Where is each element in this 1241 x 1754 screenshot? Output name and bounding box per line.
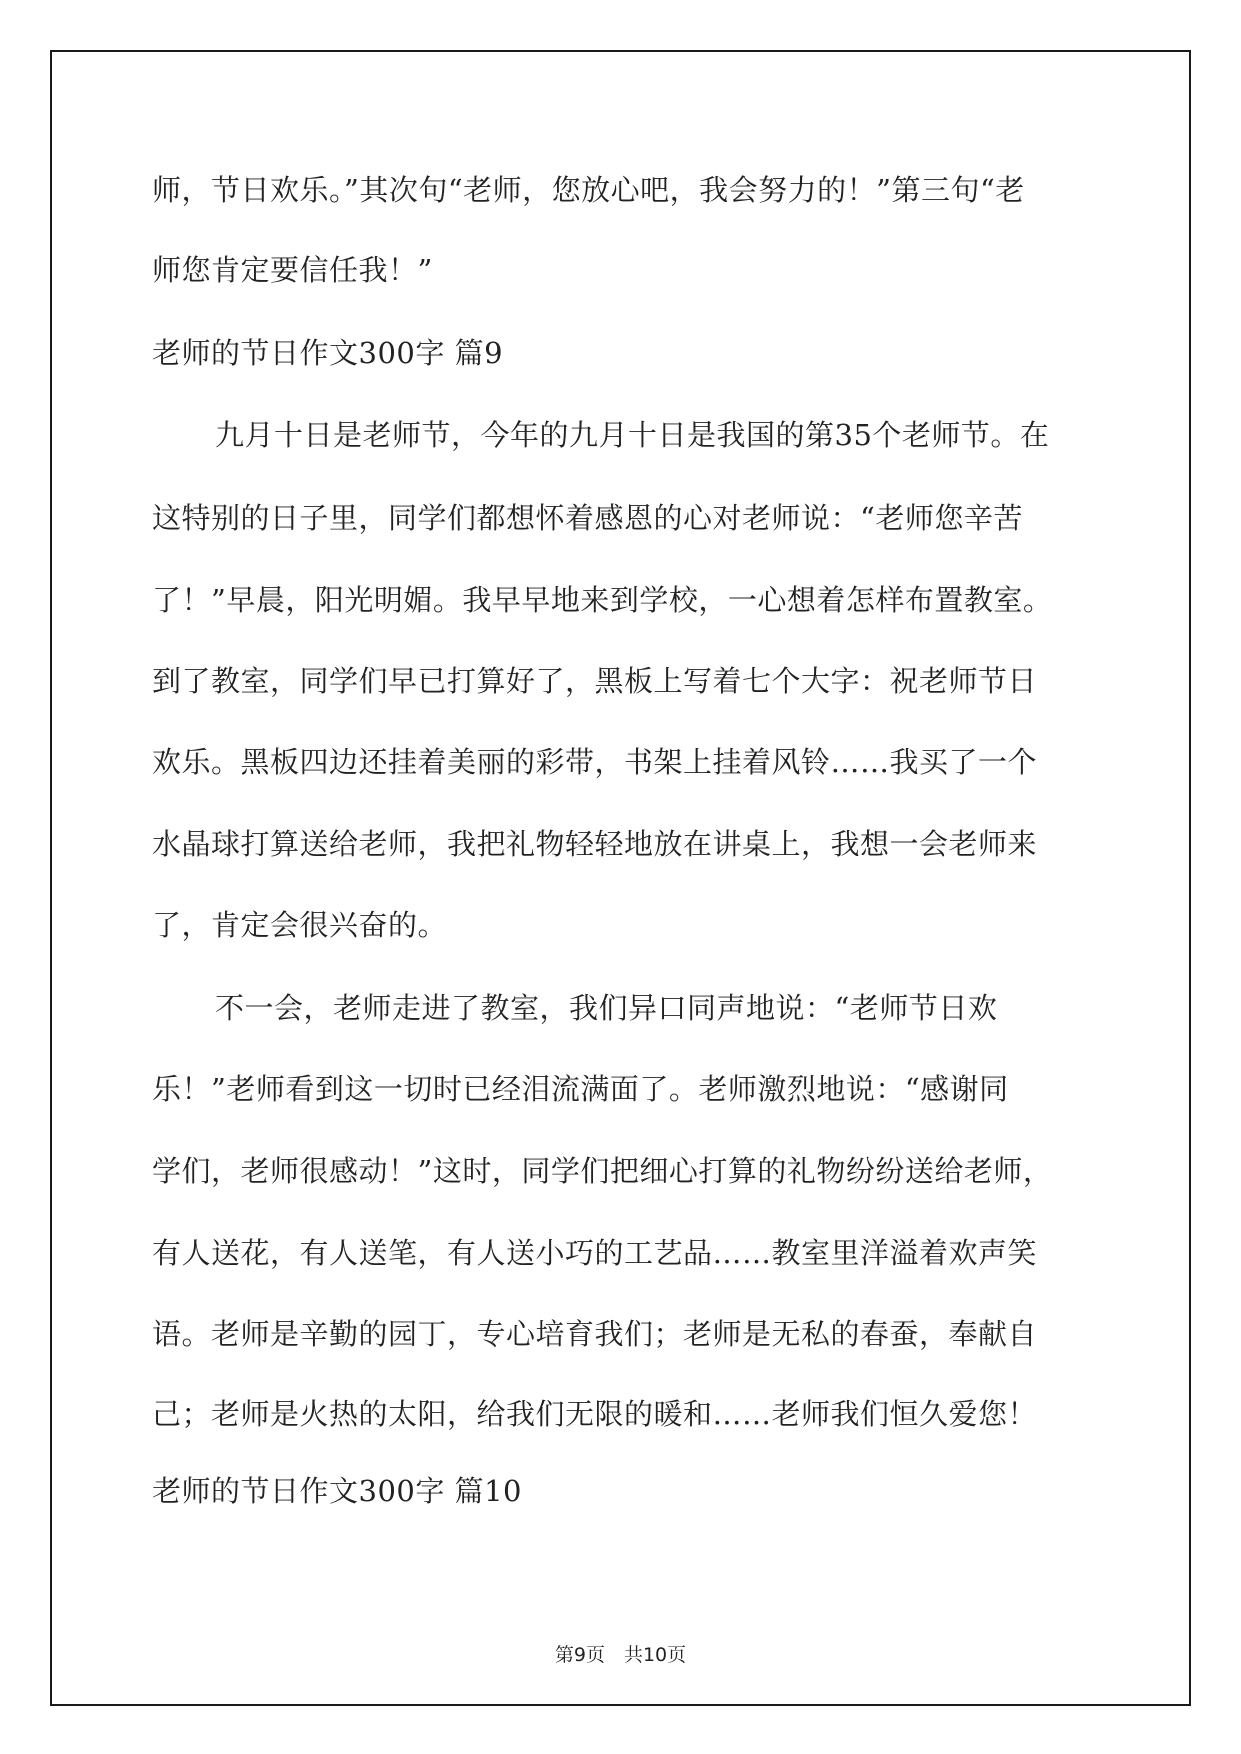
section-heading-10: 老师的节日作文300字 篇10 [152, 1474, 522, 1508]
text-line: 师您肯定要信任我！” [152, 253, 433, 287]
page-border [50, 50, 1191, 1706]
text-line: 己；老师是火热的太阳，给我们无限的暖和……老师我们恒久爱您！ [152, 1397, 1038, 1431]
text-line: 水晶球打算送给老师，我把礼物轻轻地放在讲桌上，我想一会老师来 [152, 827, 1038, 861]
text-line: 有人送花，有人送笔，有人送小巧的工艺品……教室里洋溢着欢声笑 [152, 1236, 1038, 1270]
text-line: 了！”早晨，阳光明媚。我早早地来到学校，一心想着怎样布置教室。 [152, 583, 1053, 617]
paragraph-start: 不一会，老师走进了教室，我们异口同声地说：“老师节日欢 [215, 991, 998, 1025]
text-line: 乐！”老师看到这一切时已经泪流满面了。老师激烈地说：“感谢同 [152, 1072, 1009, 1106]
text-line: 这特别的日子里，同学们都想怀着感恩的心对老师说：“老师您辛苦 [152, 501, 1023, 535]
text-line: 到了教室，同学们早已打算好了，黑板上写着七个大字：祝老师节日 [152, 664, 1038, 698]
paragraph-start: 九月十日是老师节，今年的九月十日是我国的第35个老师节。在 [215, 418, 1050, 452]
text-line: 欢乐。黑板四边还挂着美丽的彩带，书架上挂着风铃……我买了一个 [152, 745, 1038, 779]
text-line: 学们，老师很感动！”这时，同学们把细心打算的礼物纷纷送给老师， [152, 1154, 1053, 1188]
text-line: 语。老师是辛勤的园丁，专心培育我们；老师是无私的春蚕，奉献自 [152, 1317, 1038, 1351]
section-heading-9: 老师的节日作文300字 篇9 [152, 336, 504, 370]
page-number-footer: 第9页 共10页 [554, 1644, 687, 1666]
text-line: 了，肯定会很兴奋的。 [152, 908, 448, 942]
text-line: 师，节日欢乐。”其次句“老师，您放心吧，我会努力的！”第三句“老 [152, 173, 1025, 207]
